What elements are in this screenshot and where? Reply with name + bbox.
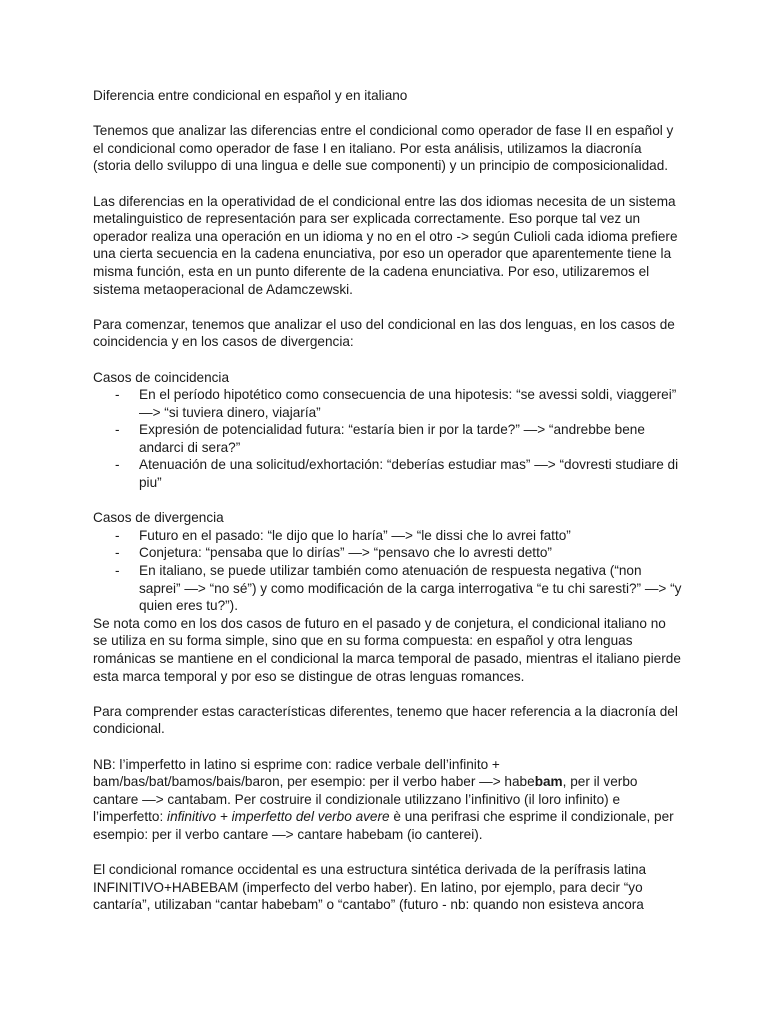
- paragraph-diachrony: Para comprender estas características diferentes, tenemo que hacer referencia a la diacronía del condicional.: [93, 703, 678, 737]
- dash-bullet: -: [115, 422, 120, 438]
- paragraph-romance-conditional: El condicional romance occidental es una estructura sintética derivada de la perífrasis latina INFINITIVO+HABEBAM (imperfecto del verbo haber). En latino, por ejemplo, para decir “yo cantaría”, utilizaban “cantar habebam” o “cantabo” (futuro - nb: quando non esisteva ancora: [93, 862, 647, 913]
- list-item: [93, 421, 683, 456]
- heading-coincidencia: Casos de coincidencia: [93, 369, 230, 385]
- paragraph-operativity: Las diferencias en la operatividad de el condicional entre las dos idiomas necesita de un sistema metalinguistico de representación para ser explicada correctamente. Eso porque tal vez un operador realiza una operación en un idioma y no en el otro -> según Culioli cada idioma prefiere una cierta secuencia en la cadena enunciativa, por eso un operador que aparentemente tiene la misma función, esta en un punto diferente de la cadena enunciativa. Por eso, utilizaremos el sistema metaoperacional de Adamczewski.: [93, 193, 678, 297]
- nb-text-e: è una perifrasi che esprime il condizionale, per esempio: per il verbo cantare —> cantare habebam (io canterei).: [93, 809, 674, 842]
- nb-text-c: , per il verbo cantare —> cantabam. Per costruire il condizionale utilizzano l’infinitivo (il loro infinito) e l’imperfetto:: [93, 774, 638, 825]
- list-item: [93, 386, 683, 421]
- list-item-text: Atenuación de una solicitud/exhortación: “deberías estudiar mas” —> “dovresti studiare di piu”: [139, 457, 679, 491]
- nb-text-a: NB: l’imperfetto in latino si esprime con: radice verbale dell’infinito + bam/bas/bat/bamos/bais/baron, per esempio: per il verbo haber —> habe: [93, 756, 535, 790]
- dash-bullet: -: [115, 545, 120, 561]
- list-divergencia: [93, 527, 683, 615]
- dash-bullet: -: [115, 457, 120, 473]
- list-item: [93, 562, 683, 615]
- paragraph-start: Para comenzar, tenemos que analizar el uso del condicional en las dos lenguas, en los casos de coincidencia y en los casos de divergencia:: [93, 316, 675, 350]
- list-coincidencia: [93, 386, 683, 492]
- document-body: [93, 87, 683, 914]
- list-item-text: Futuro en el pasado: “le dijo que lo haría” —> “le dissi che lo avrei fatto”: [139, 527, 571, 543]
- nb-italic-formula: infinitivo + imperfetto del verbo avere: [167, 809, 390, 825]
- heading-divergencia: Casos de divergencia: [93, 510, 224, 526]
- list-item-text: Conjetura: “pensaba que lo dirías” —> “pensavo che lo avresti detto”: [139, 545, 552, 561]
- list-item-text: Expresión de potencialidad futura: “estaría bien ir por la tarde?” —> “andrebbe bene andarci di sera?”: [139, 422, 645, 455]
- document-title: Diferencia entre condicional en español y en italiano: [93, 88, 408, 103]
- list-item: [93, 456, 683, 491]
- dash-bullet: -: [115, 563, 120, 579]
- nb-bold-suffix: bam: [534, 774, 563, 790]
- paragraph-note-forms: Se nota como en los dos casos de futuro en el pasado y de conjetura, el condicional italiano no se utiliza en su forma simple, sino que en su forma compuesta: en español y otra lenguas románicas se mantiene en el condicional la marca temporal de pasado, mientras el italiano pierde esta marca temporal y por eso se distingue de otras lenguas romances.: [93, 615, 681, 684]
- list-item-text: En italiano, se puede utilizar también como atenuación de respuesta negativa (“non saprei” —> “no sé”) y como modificación de la carga interrogativa “e tu chi saresti?” —> “y quien eres tu?”).: [139, 563, 682, 614]
- list-item-text: En el período hipotético como consecuencia de una hipotesis: “se avessi soldi, viaggerei” —> “si tuviera dinero, viajaría”: [139, 387, 677, 420]
- dash-bullet: -: [115, 387, 120, 403]
- dash-bullet: -: [115, 527, 120, 543]
- list-item: [93, 527, 683, 545]
- paragraph-nb: [93, 756, 683, 844]
- list-item: [93, 544, 683, 562]
- paragraph-intro: Tenemos que analizar las diferencias entre el condicional como operador de fase II en español y el condicional como operador de fase I en italiano. Por esta análisis, utilizamos la diacronía (storia dello sviluppo di una lingua e delle sue componenti) y un principio de composicionalidad.: [93, 123, 674, 174]
